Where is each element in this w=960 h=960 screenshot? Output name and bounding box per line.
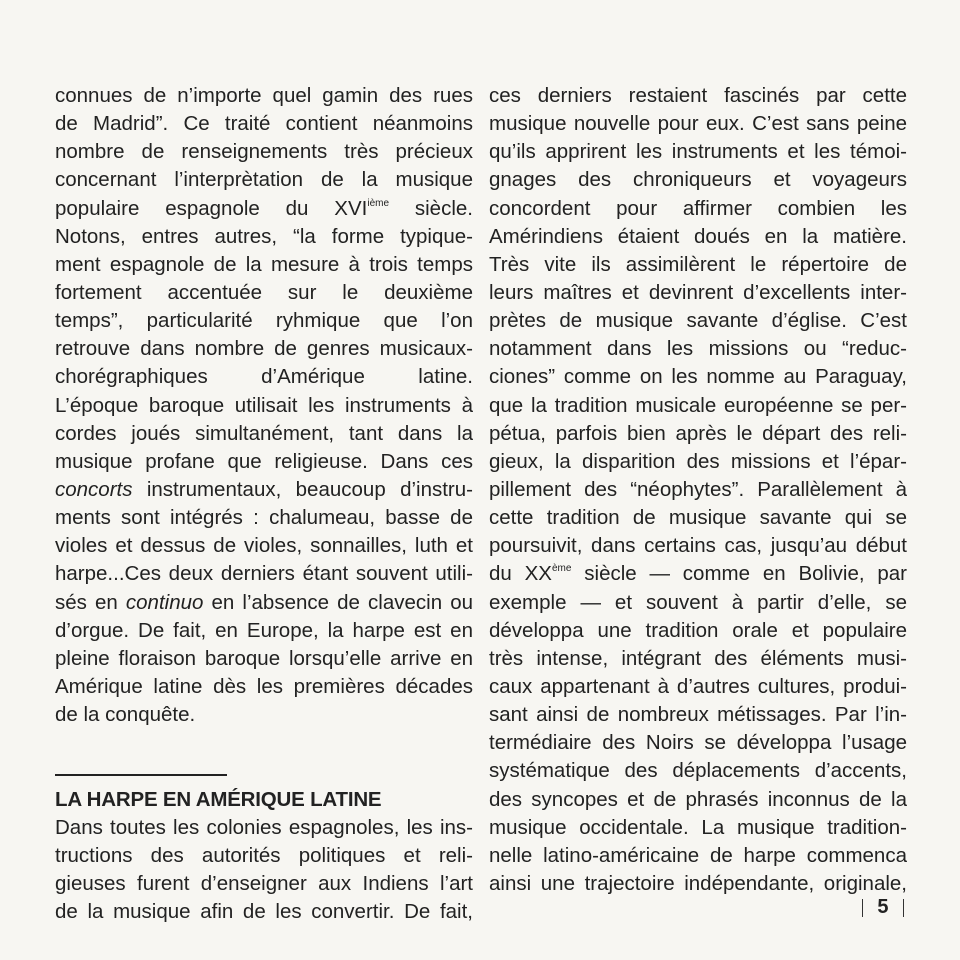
- text-line: [55, 363, 473, 391]
- text-line: [489, 279, 907, 307]
- text-segment: cordes joués simultanément, tant dans la: [55, 421, 473, 445]
- text-segment: gieux, la disparition des missions et l’épar-: [489, 449, 907, 473]
- text-line: [489, 532, 907, 560]
- text-segment: exemple — et souvent à partir d’elle, se: [489, 590, 907, 614]
- text-line: [55, 448, 473, 476]
- text-line: [489, 251, 907, 279]
- left-column: [55, 82, 473, 926]
- text-line: [489, 757, 907, 785]
- text-line: [55, 392, 473, 420]
- text-segment: L’époque baroque utilisait les instruments à: [55, 393, 473, 417]
- text-segment: nelle latino-américaine de harpe commenca: [489, 843, 907, 867]
- text-segment: ciones” comme on les nomme au Paraguay,: [489, 365, 907, 389]
- text-segment: systématique des déplacements d’accents,: [489, 759, 907, 783]
- text-segment: Dans toutes les colonies espagnoles, les ins-: [55, 815, 473, 839]
- text-line: [55, 166, 473, 194]
- section-rule: [55, 757, 473, 785]
- text-line: [489, 392, 907, 420]
- text-line: [55, 223, 473, 251]
- text-line: [489, 166, 907, 194]
- text-segment: termédiaire des Noirs se développa l’usage: [489, 731, 907, 755]
- text-segment: musique nouvelle pour eux. C’est sans peine: [489, 112, 907, 136]
- text-segment: gnages des chroniqueurs et voyageurs: [489, 168, 907, 192]
- text-line: [55, 307, 473, 335]
- text-line: [55, 279, 473, 307]
- text-line: [489, 110, 907, 138]
- text-segment: des syncopes et de phrasés inconnus de la: [489, 787, 907, 811]
- text-segment: très intense, intégrant des éléments musi-: [489, 646, 907, 670]
- text-line: [489, 476, 907, 504]
- text-line: [55, 420, 473, 448]
- text-segment: Notons, entres autres, “la forme typique-: [55, 224, 473, 248]
- text-segment: notamment dans les missions ou “reduc-: [489, 337, 907, 361]
- text-line: [55, 138, 473, 166]
- text-line: [55, 842, 473, 870]
- text-segment: ces derniers restaient fascinés par cette: [489, 84, 907, 107]
- text-line: [55, 195, 473, 223]
- text-segment: de la musique afin de les convertir. De fait,: [55, 900, 473, 924]
- text-line: [55, 589, 473, 617]
- text-line: [489, 420, 907, 448]
- text-line: [55, 476, 473, 504]
- text-line: [55, 251, 473, 279]
- text-line: [489, 617, 907, 645]
- text-line: [55, 814, 473, 842]
- text-segment: pillement des “néophytes”. Parallèlement à: [489, 477, 907, 501]
- text-segment: prètes de musique savante d’église. C’est: [489, 309, 907, 333]
- text-line: [489, 195, 907, 223]
- text-segment: sés en: [55, 590, 126, 614]
- text-segment: Très vite ils assimilèrent le répertoire de: [489, 252, 907, 276]
- text-line: [489, 560, 907, 588]
- text-segment: développa une tradition orale et populaire: [489, 618, 907, 642]
- text-segment: que la tradition musicale européenne se per-: [489, 393, 907, 417]
- text-line: [489, 363, 907, 391]
- text-segment: musique occidentale. La musique tradition-: [489, 815, 907, 839]
- text-segment: en l’absence de clavecin ou: [203, 590, 473, 614]
- text-segment: du XX: [489, 562, 552, 586]
- text-line: [55, 645, 473, 673]
- text-line: [489, 589, 907, 617]
- text-segment: instrumentaux, beaucoup d’instru-: [132, 477, 473, 501]
- text-segment: d’orgue. De fait, en Europe, la harpe est en: [55, 618, 473, 642]
- text-line: [55, 673, 473, 701]
- text-segment: chorégraphiques d’Amérique latine.: [55, 365, 473, 389]
- text-segment: temps”, particularité ryhmique que l’on: [55, 309, 473, 333]
- text-segment: Amérindiens étaient doués en la matière.: [489, 224, 907, 248]
- text-segment: connues de n’importe quel gamin des rues: [55, 84, 473, 107]
- text-line: [489, 729, 907, 757]
- text-line: [55, 335, 473, 363]
- text-segment: leurs maîtres et devinrent d’excellents inter-: [489, 280, 907, 304]
- text-line: [55, 82, 473, 110]
- text-segment: ainsi une trajectoire indépendante, originale,: [489, 871, 907, 895]
- text-line: [489, 645, 907, 673]
- text-segment: sant ainsi de nombreux métissages. Par l’in-: [489, 703, 907, 727]
- section-heading: LA HARPE EN AMÉRIQUE LATINE: [55, 787, 382, 811]
- text-line: [55, 560, 473, 588]
- text-segment: de Madrid”. Ce traité contient néanmoins: [55, 112, 473, 136]
- italic-term: concorts: [55, 477, 133, 501]
- text-line: [489, 307, 907, 335]
- text-segment: siècle.: [389, 196, 473, 220]
- text-line: [55, 532, 473, 560]
- text-line: [489, 504, 907, 532]
- text-segment: tructions des autorités politiques et reli-: [55, 843, 473, 867]
- text-segment: gieuses furent d’enseigner aux Indiens l’art: [55, 871, 473, 895]
- text-line: [489, 842, 907, 870]
- text-segment: siècle — comme en Bolivie, par: [571, 562, 907, 586]
- text-line: [489, 814, 907, 842]
- text-line: [55, 617, 473, 645]
- italic-term: continuo: [125, 590, 204, 614]
- text-line: [489, 673, 907, 701]
- text-segment: harpe...Ces deux derniers étant souvent utili-: [55, 562, 473, 586]
- text-line: [55, 110, 473, 138]
- text-segment: concordent pour affirmer combien les: [489, 196, 907, 220]
- text-line: [55, 504, 473, 532]
- page-number-value: 5: [877, 896, 889, 918]
- page-number-right-bar: [903, 899, 905, 917]
- page-number-left-bar: [862, 899, 864, 917]
- text-line: [55, 898, 473, 926]
- text-segment: cette tradition de musique savante qui se: [489, 506, 907, 530]
- text-segment: ment espagnole de la mesure à trois temps: [55, 252, 473, 276]
- text-segment: poursuivit, dans certains cas, jusqu’au début: [489, 534, 907, 558]
- text-segment: de la conquête.: [55, 703, 196, 727]
- text-segment: pétua, parfois bien après le départ des reli-: [489, 421, 907, 445]
- text-line: [489, 701, 907, 729]
- text-line: [489, 335, 907, 363]
- text-line: [55, 701, 473, 729]
- blank-line: [55, 729, 473, 757]
- text-line: [489, 82, 907, 110]
- text-segment: fortement accentuée sur le deuxième: [55, 280, 473, 304]
- text-segment: retrouve dans nombre de genres musicaux-: [55, 337, 473, 361]
- text-line: [489, 448, 907, 476]
- text-segment: nombre de renseignements très précieux: [55, 140, 473, 164]
- text-segment: musique profane que religieuse. Dans ces: [55, 449, 473, 473]
- superscript: ème: [551, 563, 572, 575]
- text-segment: caux appartenant à d’autres cultures, produi-: [489, 674, 907, 698]
- text-segment: pleine floraison baroque lorsqu’elle arrive en: [55, 646, 473, 670]
- superscript: ième: [367, 197, 390, 209]
- text-line: [489, 870, 907, 898]
- text-line: [55, 870, 473, 898]
- text-line: [489, 138, 907, 166]
- text-segment: violes et dessus de violes, sonnailles, luth et: [55, 534, 473, 558]
- text-line: [489, 223, 907, 251]
- text-line: [489, 786, 907, 814]
- page-number: [862, 896, 904, 919]
- text-segment: ments sont intégrés : chalumeau, basse de: [55, 506, 473, 530]
- text-segment: populaire espagnole du XVI: [55, 196, 368, 220]
- text-segment: concernant l’interprètation de la musique: [55, 168, 473, 192]
- right-column: [489, 82, 907, 898]
- text-segment: Amérique latine dès les premières décades: [55, 674, 473, 698]
- text-segment: qu’ils apprirent les instruments et les témoi-: [489, 140, 907, 164]
